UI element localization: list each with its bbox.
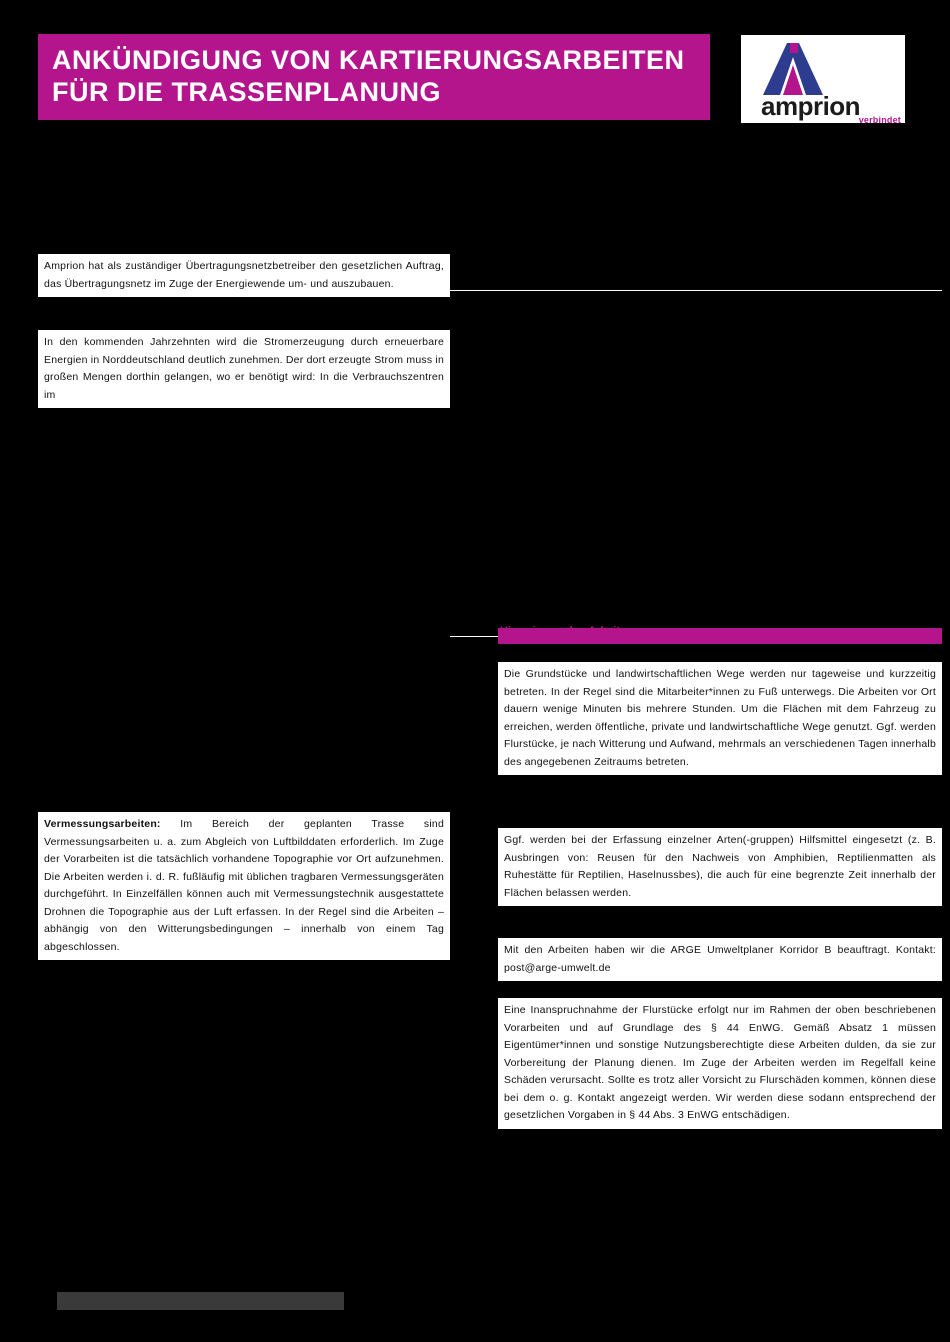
notes-paragraph-2-text: Ggf. werden bei der Erfassung einzelner Arten(-gruppen) Hilfsmittel eingesetzt (z. B. Ausbringen von: Reusen für den Nachweis von Amphibien, Reptilienmatten als Ruhestätte für Reptilien, Haselnussbes), die auch für eine begrenzte Zeit innerhalb der Flächen belassen werden. bbox=[504, 834, 936, 899]
survey-works-lead: Vermessungsarbeiten: bbox=[44, 818, 161, 830]
page-title-line-1: ANKÜNDIGUNG VON KARTIERUNGSARBEITEN bbox=[52, 45, 685, 75]
notes-paragraph-1 bbox=[498, 662, 942, 775]
footer-bar bbox=[57, 1292, 344, 1310]
amprion-a-logo-icon bbox=[763, 43, 823, 95]
notes-paragraph-2 bbox=[498, 828, 942, 906]
page-title-line-2: FÜR DIE TRASSENPLANUNG bbox=[52, 77, 442, 107]
brand-tagline: verbindet bbox=[858, 115, 901, 125]
survey-works-body: Im Bereich der geplanten Trasse sind Vermessungsarbeiten u. a. zum Abgleich von Luftbilddaten erforderlich. Im Zuge der Vorarbeiten ist die tatsächlich vorhandene Topographie vor Ort aufzunehmen. Die Arbeiten werden i. d. R. fußläufig mit üblichen tragbaren Vermessungsgeräten durchgeführt. In Einzelfällen können auch mit Vermessungstechnik ausgestattete Drohnen die Topographie aus der Luft erfassen. In der Regel sind die Arbeiten – abhängig von den Witterungsbedingungen – innerhalb von einem Tag abgeschlossen. bbox=[44, 818, 444, 953]
notes-paragraph-1-text: Die Grundstücke und landwirtschaftlichen Wege werden nur tageweise und kurzzeitig betreten. In der Regel sind die Mitarbeiter*innen zu Fuß unterwegs. Die Arbeiten vor Ort dauern wenige Minuten bis mehrere Stunden. Um die Flächen mit dem Fahrzeug zu erreichen, werden öffentliche, private und landwirtschaftliche Wege genutzt. Ggf. werden Flurstücke, je nach Witterung und Aufwand, mehrmals an verschiedenen Tagen innerhalb des angegebenen Zeitraums betreten. bbox=[504, 668, 936, 768]
page-title bbox=[38, 34, 710, 120]
contact-paragraph bbox=[498, 938, 942, 981]
legal-paragraph-text: Eine Inanspruchnahme der Flurstücke erfolgt nur im Rahmen der oben beschriebenen Vorarbeiten und auf Grundlage des § 44 EnWG. Gemäß Absatz 1 müssen Eigentümer*innen und sonstige Nutzungsberechtigte diese Arbeiten dulden, da sie zur Vorbereitung der Planung dienen. Im Zuge der Arbeiten werden im Regelfall keine Schäden verursacht. Sollte es trotz aller Vorsicht zu Flurschäden kommen, können diese bei dem o. g. Kontakt angezeigt werden. Wir werden diese sodann entsprechend der gesetzlichen Vorgaben in § 44 Abs. 3 EnWG entschädigen. bbox=[504, 1004, 936, 1121]
survey-works-paragraph bbox=[38, 812, 450, 960]
brand-logo bbox=[741, 35, 905, 123]
section-heading-text: Hinweise zu den Arbeiten bbox=[500, 625, 633, 637]
legal-paragraph bbox=[498, 998, 942, 1129]
survey-works-text bbox=[44, 816, 444, 956]
contact-paragraph-text: Mit den Arbeiten haben wir die ARGE Umweltplaner Korridor B beauftragt. Kontakt: post@arge-umwelt.de bbox=[504, 944, 936, 974]
section-heading bbox=[498, 625, 942, 644]
intro-paragraph-2-text: In den kommenden Jahrzehnten wird die Stromerzeugung durch erneuerbare Energien in Norddeutschland deutlich zunehmen. Der dort erzeugte Strom muss in großen Mengen dorthin gelangen, wo er benötigt wird: In die Verbrauchszentren im bbox=[44, 336, 444, 401]
divider-top bbox=[450, 290, 942, 291]
brand-wordmark: amprion bbox=[761, 91, 861, 121]
intro-paragraph-1 bbox=[38, 254, 450, 297]
intro-paragraph-2 bbox=[38, 330, 450, 408]
intro-paragraph-1-text: Amprion hat als zuständiger Übertragungsnetzbetreiber den gesetzlichen Auftrag, das Übertragungsnetz im Zuge der Energiewende um- und auszubauen. bbox=[44, 260, 444, 290]
